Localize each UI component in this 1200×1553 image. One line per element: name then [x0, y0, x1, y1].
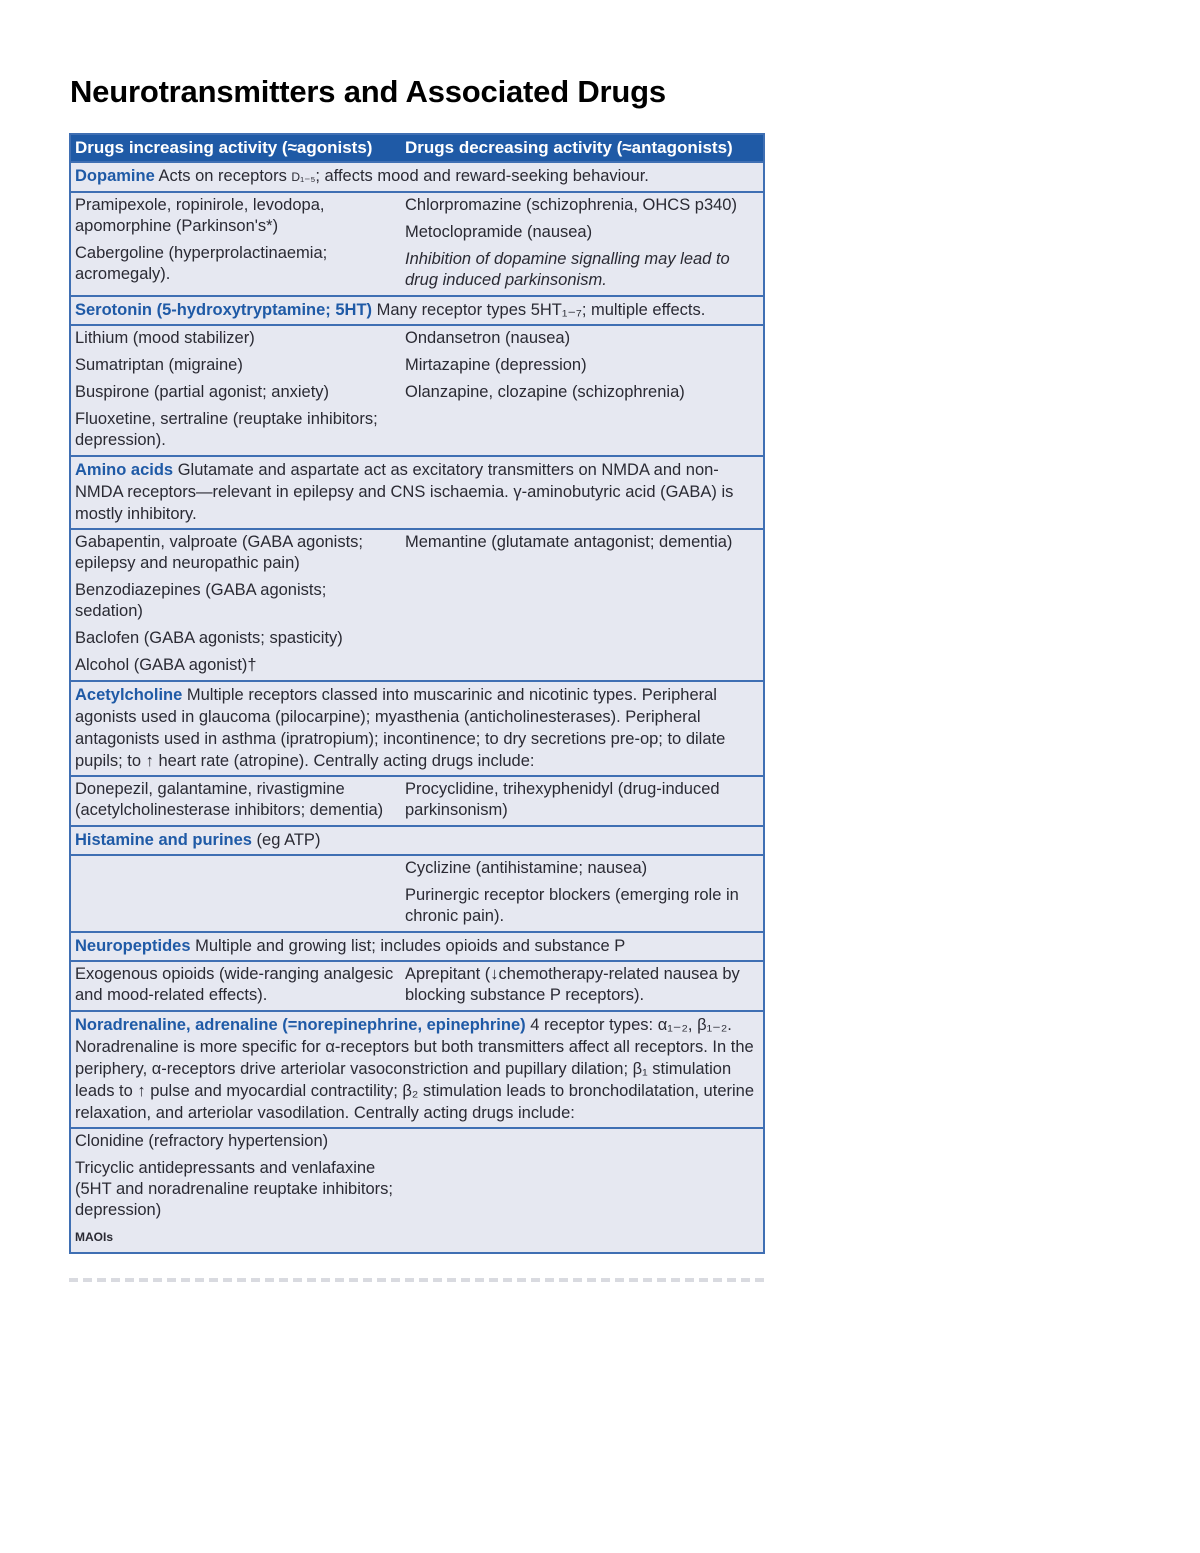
section-title: Noradrenaline, adrenaline (=norepinephrine, epinephrine) [75, 1016, 526, 1034]
table-header [71, 135, 763, 161]
list-item: Aprepitant (↓chemotherapy-related nausea by blocking substance P receptors). [405, 965, 740, 1004]
list-item: Fluoxetine, sertraline (reuptake inhibitors; depression). [75, 410, 378, 449]
antagonist-list [401, 1129, 763, 1252]
section-desc: Acts on receptors [154, 167, 292, 185]
antagonist-list [401, 856, 763, 931]
list-item: Cabergoline (hyperprolactinaemia; acromegaly). [75, 244, 328, 283]
rows-neuropeptides [71, 960, 763, 1010]
agonist-list [71, 326, 401, 455]
section-acetylcholine [71, 680, 763, 775]
agonist-list [71, 193, 401, 295]
cropped-text-remnant [69, 1278, 765, 1282]
section-desc: (eg ATP) [251, 831, 321, 849]
list-item: MAOIs [75, 1230, 114, 1244]
section-desc: Multiple and growing list; includes opioids and substance P [190, 937, 626, 955]
antagonist-list [401, 193, 763, 295]
list-item: Lithium (mood stabilizer) [75, 329, 255, 347]
section-serotonin [71, 295, 763, 324]
section-desc: Many receptor types 5HT₁₋₇; multiple effects. [372, 301, 706, 319]
rows-dopamine [71, 191, 763, 295]
header-antagonists: Drugs decreasing activity (≈antagonists) [405, 138, 733, 157]
drug-table [69, 133, 765, 1254]
antagonist-list [401, 530, 763, 680]
antagonist-list [401, 777, 763, 825]
page-title: Neurotransmitters and Associated Drugs [70, 74, 666, 109]
list-item: Memantine (glutamate antagonist; dementia) [405, 533, 733, 551]
section-title: Histamine and purines [75, 831, 252, 849]
agonist-list [71, 962, 401, 1010]
section-desc: Glutamate and aspartate act as excitatory transmitters on NMDA and non-NMDA receptors—relevant in epilepsy and CNS ischaemia. γ-aminobutyric acid (GABA) is mostly inhibitory. [75, 461, 734, 523]
antagonist-list [401, 326, 763, 455]
list-item: Benzodiazepines (GABA agonists; sedation) [75, 581, 327, 620]
section-title: Dopamine [75, 167, 155, 185]
list-item: Metoclopramide (nausea) [405, 223, 593, 241]
list-item: Purinergic receptor blockers (emerging role in chronic pain). [405, 886, 739, 925]
section-desc: ; affects mood and reward-seeking behaviour. [315, 167, 649, 185]
section-noradrenaline [71, 1010, 763, 1127]
rows-histamine [71, 854, 763, 931]
list-item: Clonidine (refractory hypertension) [75, 1132, 329, 1150]
list-item: Sumatriptan (migraine) [75, 356, 243, 374]
section-title: Acetylcholine [75, 686, 183, 704]
antagonist-list [401, 962, 763, 1010]
section-histamine [71, 825, 763, 854]
list-item: Gabapentin, valproate (GABA agonists; epilepsy and neuropathic pain) [75, 533, 364, 572]
rows-noradrenaline [71, 1127, 763, 1252]
list-item: Buspirone (partial agonist; anxiety) [75, 383, 330, 401]
rows-amino-acids [71, 528, 763, 680]
section-amino-acids [71, 455, 763, 528]
section-desc: 4 receptor types: α₁₋₂, β₁₋₂. Noradrenaline is more specific for α-receptors but both transmitters affect all receptors. In the periphery, α-receptors drive arteriolar vasoconstriction and pupillary dilation; β₁ stimulation leads to ↑ pulse and myocardial contractility; β₂ stimulation leads to bronchodilatation, uterine relaxation, and arteriolar vasodilation. Centrally acting drugs include: [75, 1016, 755, 1122]
list-item: Tricyclic antidepressants and venlafaxine (5HT and noradrenaline reuptake inhibitors; depression) [75, 1159, 393, 1219]
header-agonists: Drugs increasing activity (≈agonists) [75, 138, 373, 157]
agonist-list [71, 1129, 401, 1252]
section-title: Neuropeptides [75, 937, 191, 955]
rows-acetylcholine [71, 775, 763, 825]
section-title: Serotonin (5-hydroxytryptamine; 5HT) [75, 301, 373, 319]
list-item: Alcohol (GABA agonist)† [75, 656, 257, 674]
list-item: Exogenous opioids (wide-ranging analgesic and mood-related effects). [75, 965, 394, 1004]
list-item: Procyclidine, trihexyphenidyl (drug-induced parkinsonism) [405, 780, 720, 819]
section-desc-receptors: D₁₋₅ [291, 170, 316, 184]
list-item: Ondansetron (nausea) [405, 329, 571, 347]
list-item: Pramipexole, ropinirole, levodopa, apomorphine (Parkinson's*) [75, 196, 325, 235]
list-item: Donepezil, galantamine, rivastigmine (acetylcholinesterase inhibitors; dementia) [75, 780, 384, 819]
agonist-list [71, 856, 401, 931]
section-title: Amino acids [75, 461, 174, 479]
agonist-list [71, 777, 401, 825]
list-item: Chlorpromazine (schizophrenia, OHCS p340) [405, 196, 737, 214]
list-item: Baclofen (GABA agonists; spasticity) [75, 629, 343, 647]
section-desc: Multiple receptors classed into muscarinic and nicotinic types. Peripheral agonists used in glaucoma (pilocarpine); myasthenia (anticholinesterases). Peripheral antagonists used in asthma (ipratropium); incontinence; to dry secretions pre-op; to dilate pupils; to ↑ heart rate (atropine). Centrally acting drugs include: [75, 686, 726, 770]
rows-serotonin [71, 324, 763, 455]
agonist-list [71, 530, 401, 680]
section-neuropeptides [71, 931, 763, 960]
list-item: Olanzapine, clozapine (schizophrenia) [405, 383, 685, 401]
section-dopamine [71, 161, 763, 191]
list-item: Cyclizine (antihistamine; nausea) [405, 859, 648, 877]
list-item-note: Inhibition of dopamine signalling may lead to drug induced parkinsonism. [405, 250, 730, 289]
list-item: Mirtazapine (depression) [405, 356, 587, 374]
